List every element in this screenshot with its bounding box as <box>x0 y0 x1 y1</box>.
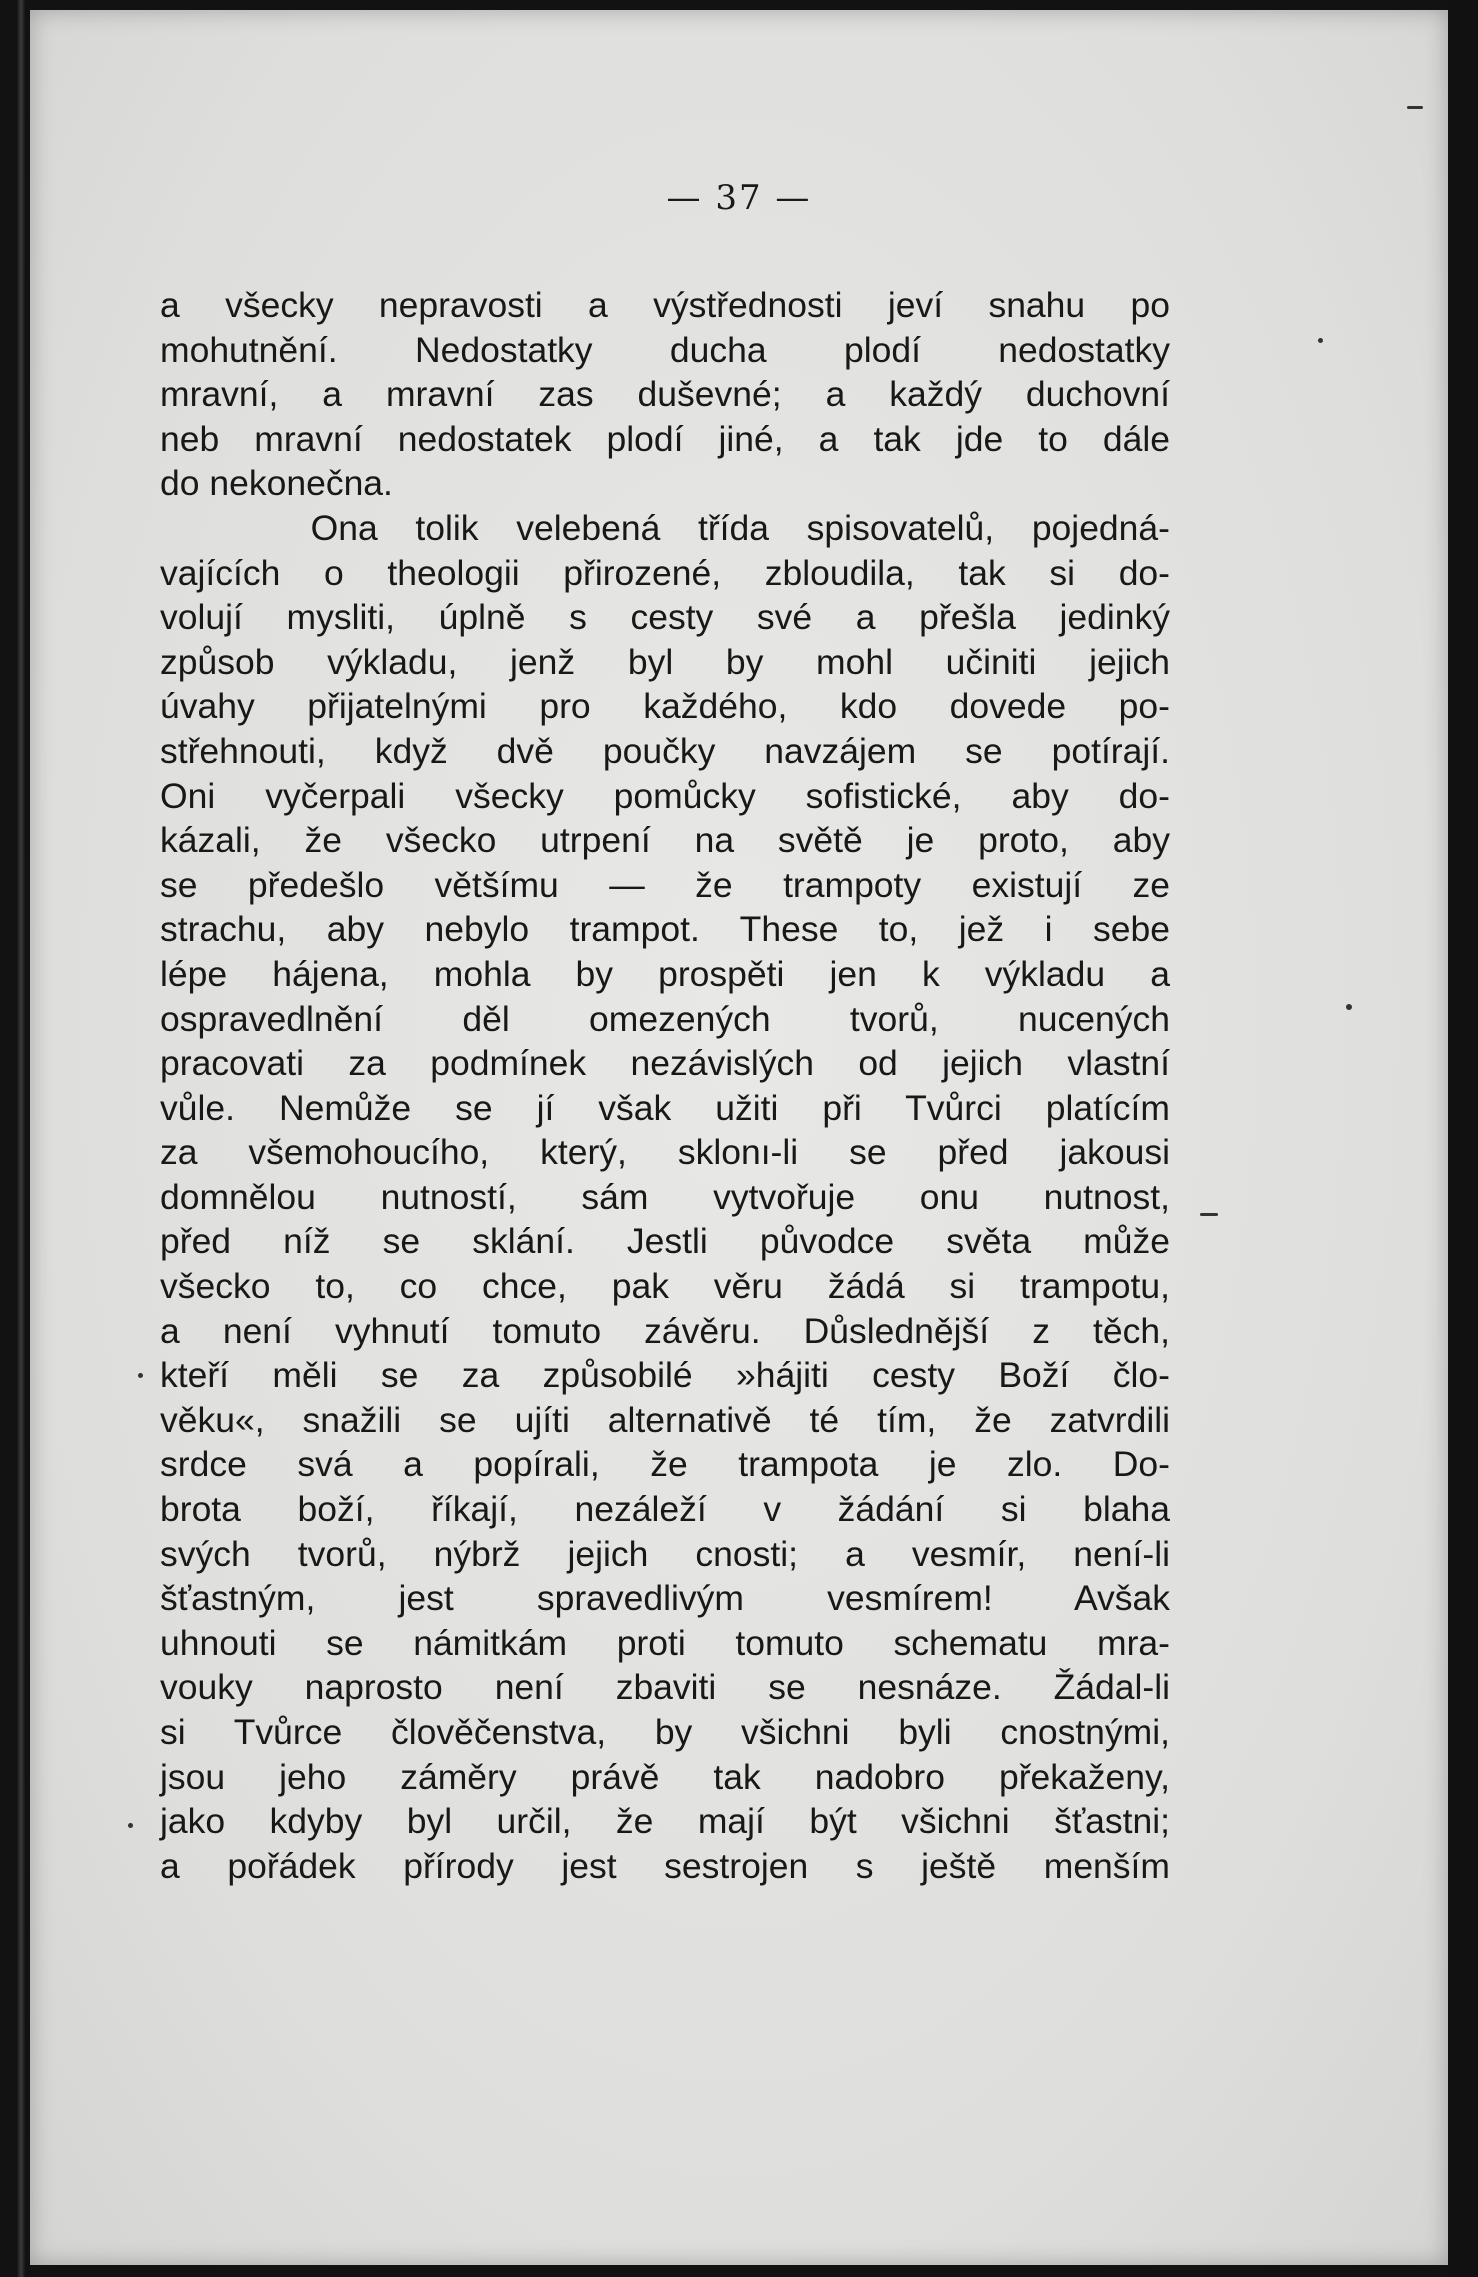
text-line: domnělou nutností, sám vytvořuje onu nutnost, <box>160 1176 1170 1217</box>
text-line: Ona tolik velebená třída spisovatelů, pojedná- <box>160 507 1170 548</box>
text-line: Oni vyčerpali všecky pomůcky sofistické, aby do- <box>160 775 1170 816</box>
text-line: vajících o theologii přirozené, zbloudila, tak si do- <box>160 552 1170 593</box>
text-line: vůle. Nemůže se jí však užiti při Tvůrci platícím <box>160 1087 1170 1128</box>
text-line: střehnouti, když dvě poučky navzájem se potírají. <box>160 730 1170 771</box>
text-line: úvahy přijatelnými pro každého, kdo dovede po- <box>160 686 1170 727</box>
text-line: za všemohoucího, který, sklonı-li se před jakousi <box>160 1132 1170 1173</box>
text-line: jako kdyby byl určil, že mají být všichni šťastni; <box>160 1801 1170 1842</box>
text-line: mravní, a mravní zas duševné; a každý duchovní <box>160 374 1170 415</box>
text-line: jsou jeho záměry právě tak nadobro překaženy, <box>160 1756 1170 1797</box>
text-line: způsob výkladu, jenž byl by mohl učiniti jejich <box>160 641 1170 682</box>
page-right-edge <box>1448 0 1478 2277</box>
text-line: věku«, snažili se ujíti alternativě té tím, že zatvrdili <box>160 1399 1170 1440</box>
text-line: a pořádek přírody jest sestrojen s ještě menším <box>160 1845 1170 1886</box>
scan-speck <box>1346 1004 1352 1010</box>
text-line: před níž se sklání. Jestli původce světa může <box>160 1221 1170 1262</box>
scan-speck <box>138 1373 143 1378</box>
text-line: si Tvůrce člověčenstva, by všichni byli cnostnými, <box>160 1712 1170 1752</box>
text-line: brota boží, říkají, nezáleží v žádání si blaha <box>160 1489 1170 1530</box>
text-line: kázali, že všecko utrpení na světě je proto, aby <box>160 820 1170 861</box>
text-line: strachu, aby nebylo trampot. These to, jež i sebe <box>160 909 1170 950</box>
text-line: neb mravní nedostatek plodí jiné, a tak jde to dále <box>160 418 1170 459</box>
text-line: všecko to, co chce, pak věru žádá si trampotu, <box>160 1266 1170 1307</box>
text-line: kteří měli se za způsobilé »hájiti cesty Boží člo- <box>160 1355 1170 1396</box>
text-line: volují mysliti, úplně s cesty své a přešla jedinký <box>160 597 1170 638</box>
text-line: a všecky nepravosti a výstřednosti jeví snahu po <box>160 285 1170 325</box>
scan-speck <box>1407 106 1423 109</box>
scan-speck <box>128 1823 133 1828</box>
text-line: se předešlo většímu — že trampoty existují ze <box>160 864 1170 905</box>
text-line: svých tvorů, nýbrž jejich cnosti; a vesmír, není-li <box>160 1533 1170 1574</box>
text-line: lépe hájena, mohla by prospěti jen k výkladu a <box>160 953 1170 994</box>
text-line: uhnouti se námitkám proti tomuto schematu mra- <box>160 1622 1170 1663</box>
text-line: srdce svá a popírali, že trampota je zlo. Do- <box>160 1444 1170 1485</box>
scan-speck <box>1318 338 1323 343</box>
text-line: pracovati za podmínek nezávislých od jejich vlastní <box>160 1043 1170 1084</box>
page-number: — 37 — <box>666 178 812 218</box>
text-line: mohutnění. Nedostatky ducha plodí nedostatky <box>160 329 1170 370</box>
text-line: do nekonečna. <box>160 463 393 504</box>
text-line: ospravedlnění děl omezených tvorů, nucených <box>160 998 1170 1039</box>
text-line: vouky naprosto není zbaviti se nesnáze. Žádal-li <box>160 1667 1170 1708</box>
book-spine-edge <box>16 0 26 2277</box>
text-line: šťastným, jest spravedlivým vesmírem! Avšak <box>160 1578 1170 1619</box>
text-line: a není vyhnutí tomuto závěru. Důslednější z těch, <box>160 1310 1170 1351</box>
scan-speck <box>1200 1213 1218 1216</box>
body-text <box>160 283 1170 1888</box>
